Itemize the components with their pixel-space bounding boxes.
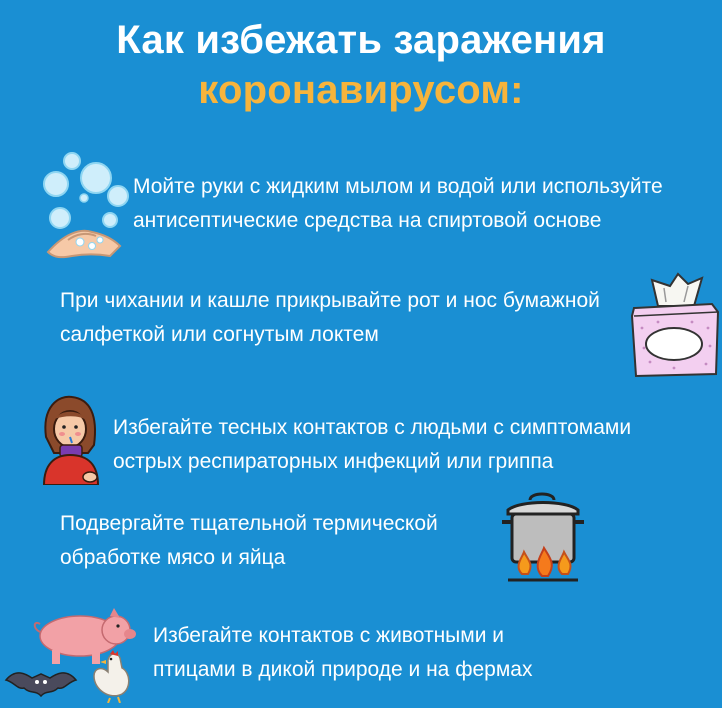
tip-avoid-animals — [153, 619, 532, 687]
hand-washing-icon — [40, 150, 130, 262]
bat-icon — [4, 660, 78, 703]
chicken-icon — [86, 650, 136, 703]
tip-line: обработке мясо и яйца — [60, 546, 286, 569]
cooking-pot-icon — [500, 492, 586, 584]
page-subtitle: коронавирусом: — [198, 68, 524, 112]
tip-wash-hands — [133, 170, 663, 238]
tip-line: птицами в дикой природе и на фермах — [153, 658, 533, 681]
sick-person-icon — [36, 393, 106, 485]
tip-cook-food — [60, 507, 438, 575]
tip-avoid-contact — [113, 411, 631, 479]
tip-line: При чихании и кашле прикрывайте рот и нос бумажной — [60, 289, 600, 312]
tip-line: Подвергайте тщательной термической — [60, 512, 438, 535]
tissue-box-icon — [628, 272, 722, 378]
tip-line: антисептические средства на спиртовой основе — [133, 209, 602, 232]
tip-line: Избегайте тесных контактов с людьми с симптомами — [113, 416, 632, 439]
tip-cover-mouth — [60, 284, 600, 352]
tip-line: Избегайте контактов с животными и — [153, 624, 504, 647]
tip-line: Мойте руки с жидким мылом и водой или используйте — [133, 175, 663, 198]
tip-line: салфеткой или согнутым локтем — [60, 323, 379, 346]
page-title: Как избежать заражения — [116, 18, 606, 62]
tip-line: острых респираторных инфекций или гриппа — [113, 450, 554, 473]
